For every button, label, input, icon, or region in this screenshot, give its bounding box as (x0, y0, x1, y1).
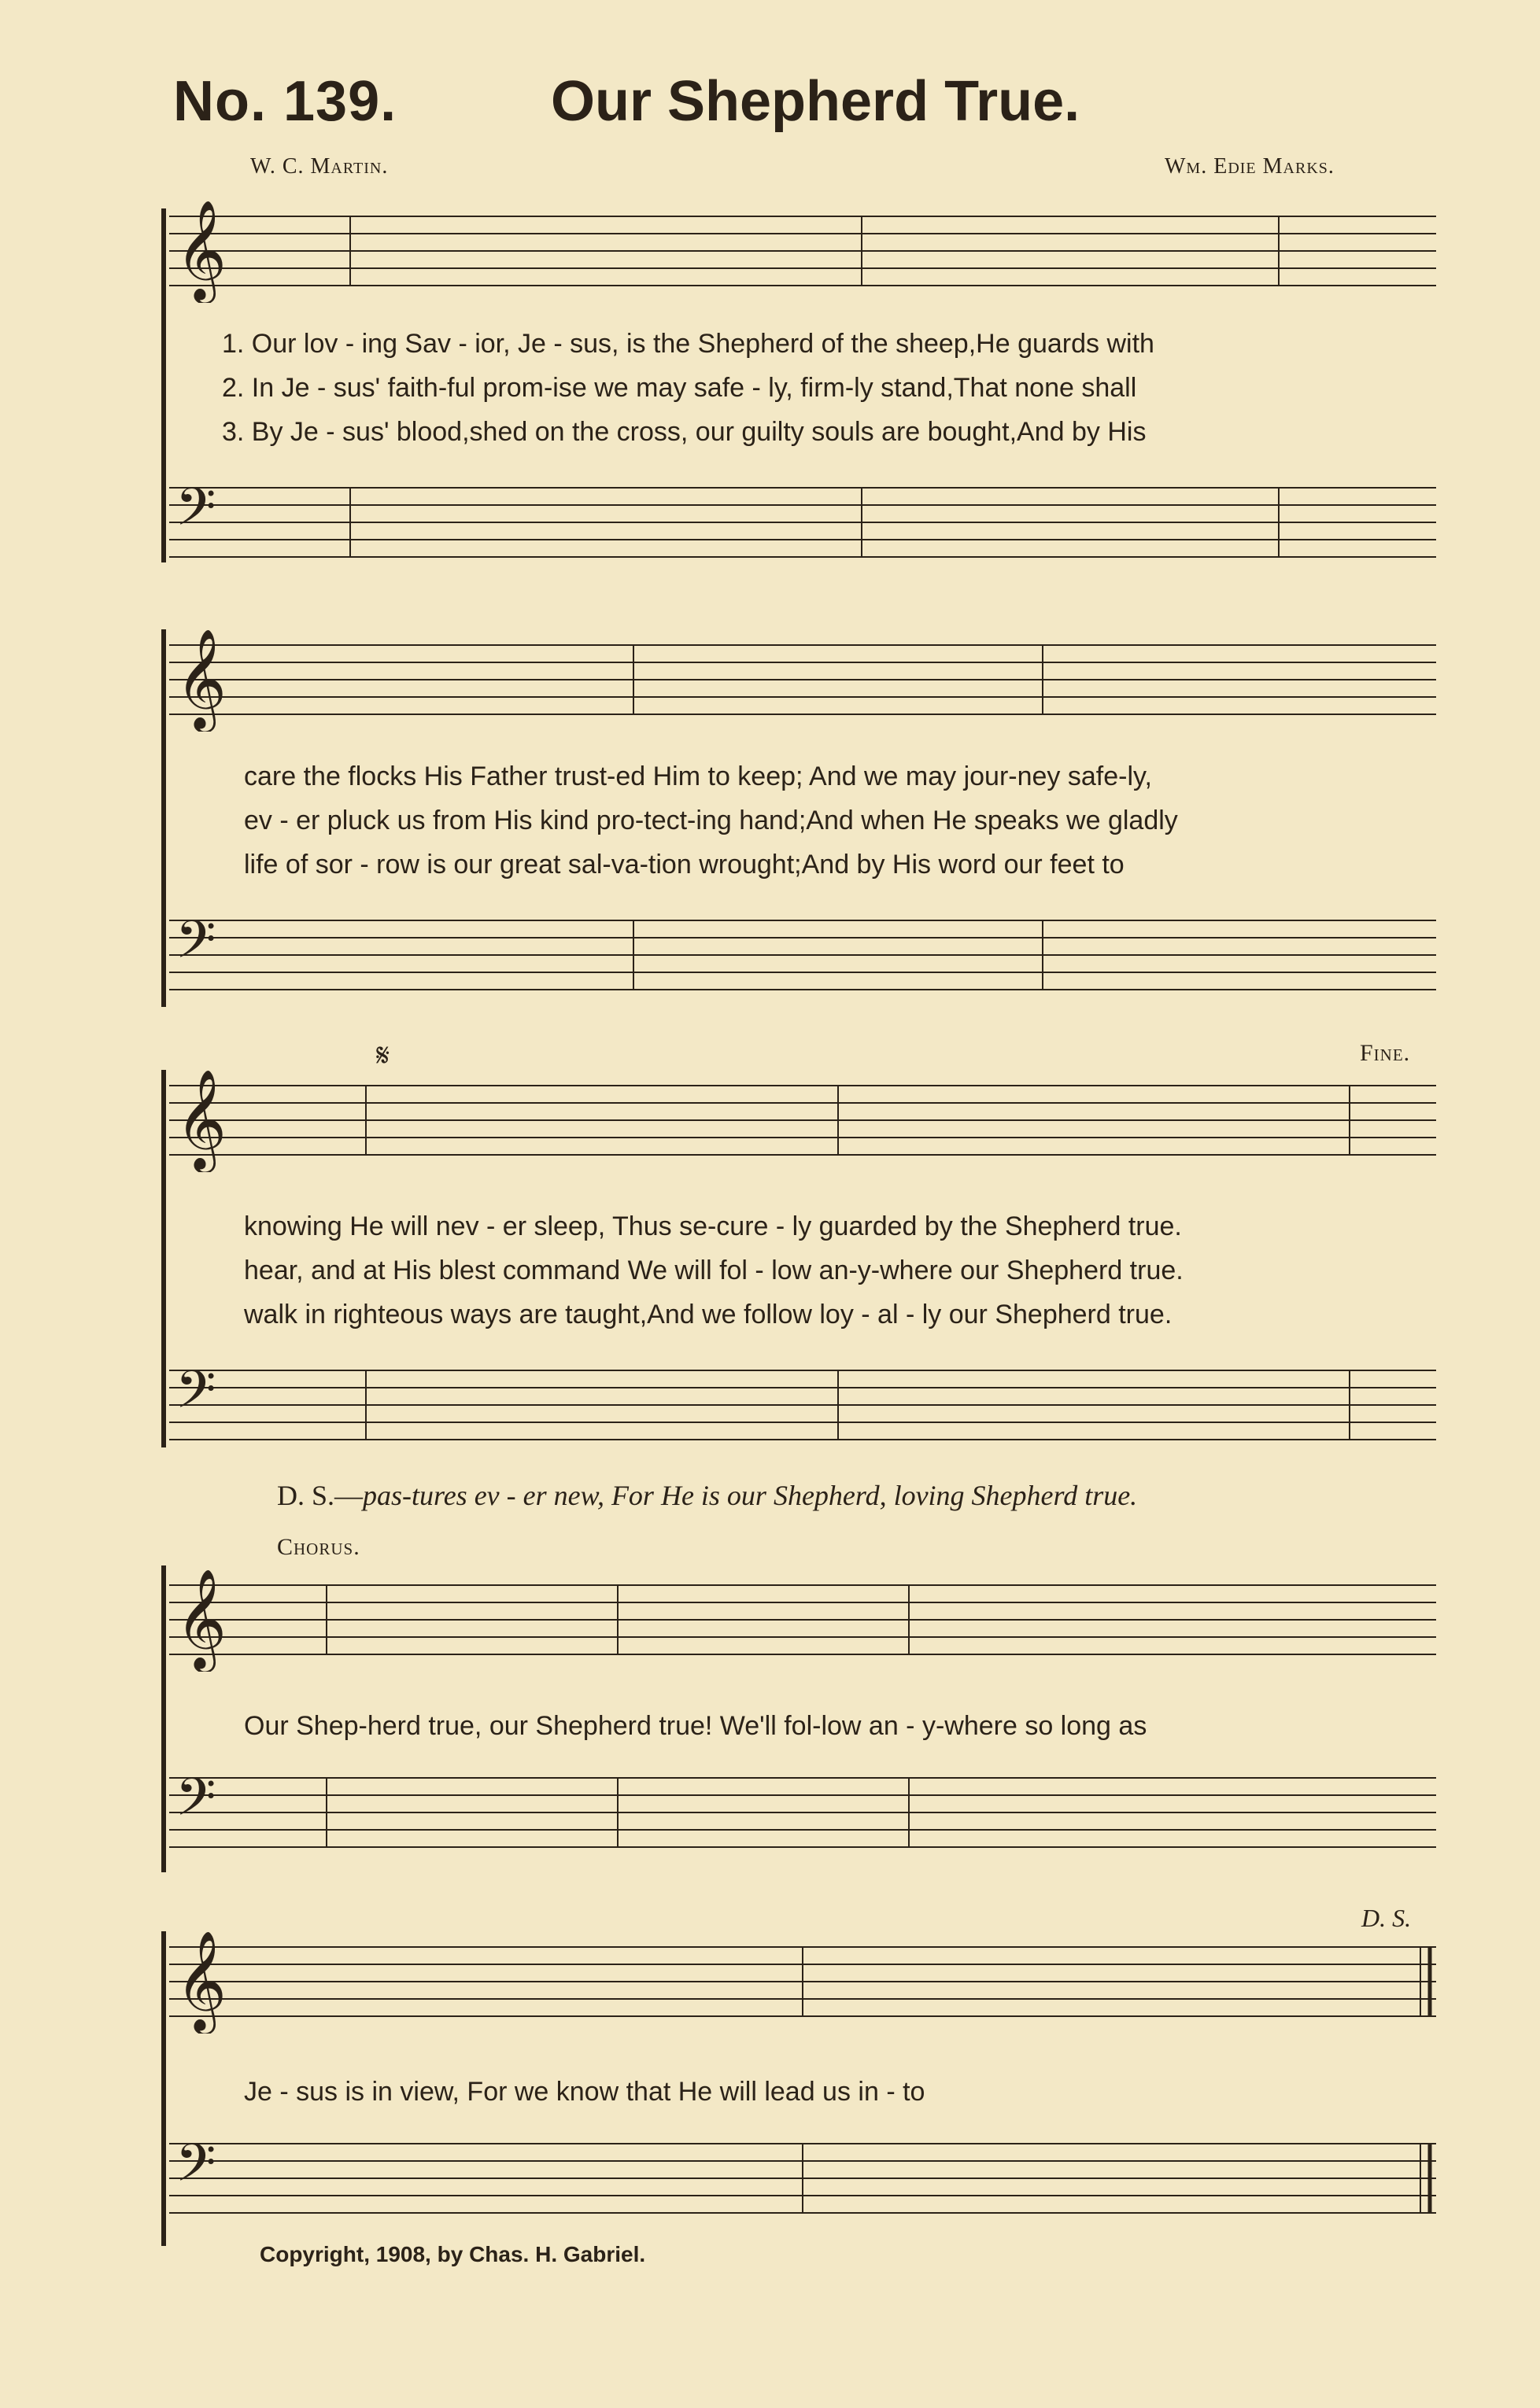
system-brace (161, 1070, 166, 1447)
system-brace (161, 1565, 166, 1872)
fine-marking: Fine. (1360, 1040, 1411, 1066)
staff-lines (169, 1355, 1436, 1457)
chorus-line1: Our Shep-herd true, our Shepherd true! We'll fol-low an - y-where so long as (244, 1711, 1147, 1741)
verse3-line2: life of sor - row is our great sal-va-tion wrought;And by His word our feet to (244, 850, 1125, 879)
bass-staff (169, 472, 1436, 574)
system-brace (161, 1931, 166, 2246)
bass-staff (169, 1355, 1436, 1457)
bass-staff (169, 1762, 1436, 1864)
chorus-line2: Je - sus is in view, For we know that He will lead us in - to (244, 2077, 925, 2107)
dal-segno-lyric (277, 1479, 1137, 1512)
staff-lines (169, 1931, 1436, 2034)
svg-text:𝄞: 𝄞 (175, 1571, 227, 1667)
staff-lines (169, 201, 1436, 303)
svg-text:𝄢: 𝄢 (175, 1363, 216, 1432)
staff-lines (169, 905, 1436, 1007)
segno-sign: 𝄋 (376, 1038, 390, 1073)
svg-text:𝄞: 𝄞 (175, 202, 227, 298)
svg-text:𝄢: 𝄢 (175, 480, 216, 549)
system-brace (161, 629, 166, 1007)
svg-text:𝄞: 𝄞 (175, 1933, 227, 2029)
treble-staff (169, 1569, 1436, 1672)
verse3-line3: walk in righteous ways are taught,And we follow loy - al - ly our Shepherd true. (244, 1300, 1173, 1329)
treble-staff (169, 1931, 1436, 2034)
hymn-number: No. 139. (173, 70, 397, 133)
bass-staff (169, 905, 1436, 1007)
staff-lines (169, 1762, 1436, 1864)
verse1-line1: 1. Our lov - ing Sav - ior, Je - sus, is the Shepherd of the sheep,He guards with (222, 329, 1154, 359)
verse3-line1: 3. By Je - sus' blood,shed on the cross, our guilty souls are bought,And by His (222, 417, 1147, 447)
verse1-line2: care the flocks His Father trust-ed Him to keep; And we may jour-ney safe-ly, (244, 761, 1152, 791)
ds-prefix: D. S.— (277, 1480, 364, 1511)
staff-lines (169, 472, 1436, 574)
svg-text:𝄞: 𝄞 (175, 631, 227, 727)
staff-lines (169, 629, 1436, 732)
bass-staff (169, 2128, 1436, 2230)
verse1-line3: knowing He will nev - er sleep, Thus se-cure - ly guarded by the Shepherd true. (244, 1211, 1182, 1241)
staff-lines (169, 1569, 1436, 1672)
hymn-title: Our Shepherd True. (551, 70, 1080, 133)
chorus-label: Chorus. (277, 1534, 360, 1560)
svg-text:𝄢: 𝄢 (175, 913, 216, 982)
treble-staff (169, 629, 1436, 732)
copyright-notice: Copyright, 1908, by Chas. H. Gabriel. (260, 2242, 646, 2266)
verse2-line1: 2. In Je - sus' faith-ful prom-ise we may safe - ly, firm-ly stand,That none shall (222, 373, 1137, 403)
treble-staff (169, 1070, 1436, 1172)
staff-lines (169, 1070, 1436, 1172)
svg-text:𝄢: 𝄢 (175, 1770, 216, 1839)
verse2-line2: ev - er pluck us from His kind pro-tect-ing hand;And when He speaks we gladly (244, 806, 1178, 835)
treble-staff (169, 201, 1436, 303)
composer-credit: Wm. Edie Marks. (1165, 154, 1335, 179)
staff-lines (169, 2128, 1436, 2230)
verse2-line3: hear, and at His blest command We will fol - low an-y-where our Shepherd true. (244, 1256, 1184, 1285)
lyricist-credit: W. C. Martin. (250, 154, 389, 179)
ds-marking: D. S. (1361, 1904, 1412, 1932)
svg-text:𝄢: 𝄢 (175, 2136, 216, 2205)
svg-text:𝄞: 𝄞 (175, 1071, 227, 1167)
system-brace (161, 208, 166, 562)
ds-text: pas-tures ev - er new, For He is our Shepherd, loving Shepherd true. (363, 1480, 1138, 1511)
